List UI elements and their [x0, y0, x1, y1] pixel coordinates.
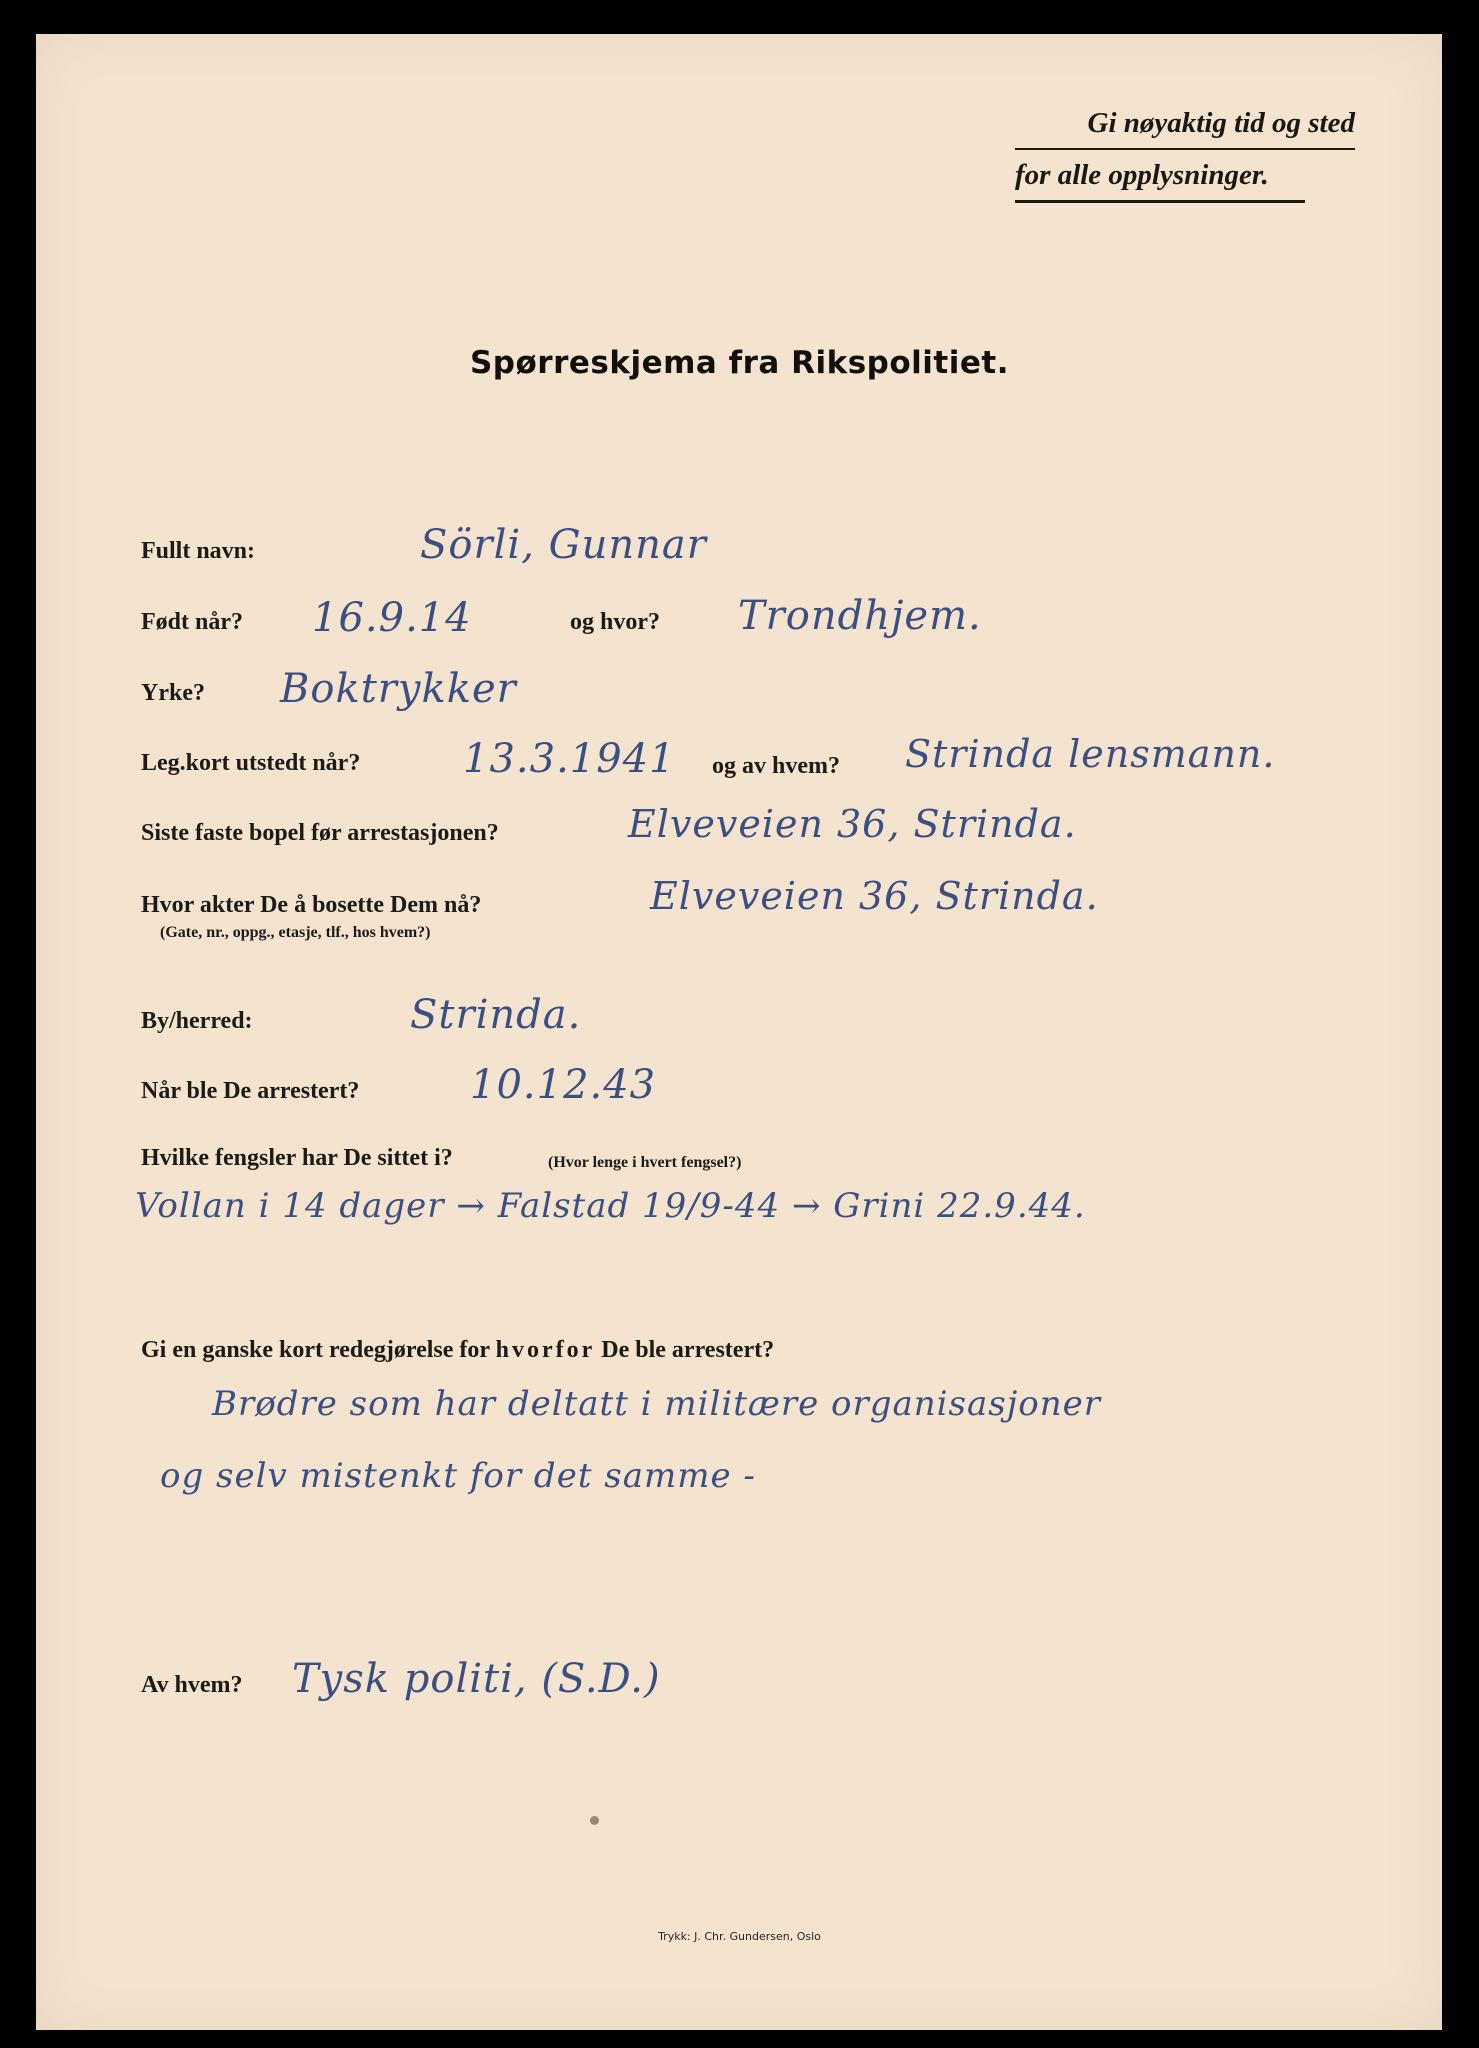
form-title: Spørreskjema fra Rikspolitiet. — [469, 345, 1009, 381]
prisons-label: Hvilke fengsler har De sittet i? — [141, 1145, 453, 1171]
legcard-issued-value: 13.3.1941 — [463, 736, 676, 782]
prisons-sublabel: (Hvor lenge i hvert fengsel?) — [548, 1154, 742, 1171]
last-address-value: Elveveien 36, Strinda. — [628, 802, 1077, 846]
full-name-value: Sörli, Gunnar — [420, 522, 707, 568]
reason-label-part-1: Gi en ganske kort redegjørelse for — [141, 1337, 490, 1363]
by-whom-label: Av hvem? — [141, 1672, 243, 1698]
instruction-note — [1015, 98, 1355, 203]
by-whom-value: Tysk politi, (S.D.) — [292, 1656, 661, 1702]
legcard-issued-by-label: og av hvem? — [712, 753, 840, 779]
reason-value-line-2: og selv mistenkt for det samme - — [160, 1456, 756, 1496]
printer-credit: Trykk: J. Chr. Gundersen, Oslo — [658, 1930, 821, 1943]
legcard-issued-by-value: Strinda lensmann. — [905, 732, 1276, 776]
reason-label-part-2: hvorfor — [495, 1337, 596, 1363]
reason-label-part-3: De ble arrestert? — [601, 1337, 775, 1363]
born-where-value: Trondhjem. — [738, 593, 982, 639]
arrested-when-label: Når ble De arrestert? — [141, 1078, 360, 1104]
municipality-value: Strinda. — [410, 992, 582, 1038]
born-when-value: 16.9.14 — [312, 595, 472, 641]
settle-sublabel: (Gate, nr., oppg., etasje, tlf., hos hvem?) — [160, 924, 431, 941]
settle-label: Hvor akter De å bosette Dem nå? — [141, 892, 482, 918]
full-name-label: Fullt navn: — [141, 538, 256, 564]
last-address-label: Siste faste bopel før arrestasjonen? — [141, 820, 499, 846]
arrested-when-value: 10.12.43 — [470, 1062, 657, 1108]
municipality-label: By/herred: — [141, 1008, 253, 1034]
reason-label — [141, 1337, 774, 1364]
occupation-label: Yrke? — [141, 680, 205, 706]
ink-spot — [590, 1816, 599, 1825]
legcard-issued-label: Leg.kort utstedt når? — [141, 750, 361, 776]
occupation-value: Boktrykker — [280, 666, 517, 712]
prisons-value: Vollan i 14 dager → Falstad 19/9-44 → Grini 22.9.44. — [135, 1186, 1086, 1226]
born-where-label: og hvor? — [570, 609, 660, 635]
instruction-line-2: for alle opplysninger. — [1015, 150, 1305, 203]
settle-value: Elveveien 36, Strinda. — [650, 874, 1099, 918]
born-when-label: Født når? — [141, 609, 243, 635]
instruction-line-1: Gi nøyaktig tid og sted — [1015, 98, 1355, 150]
reason-value-line-1: Brødre som har deltatt i militære organisasjoner — [212, 1384, 1102, 1424]
